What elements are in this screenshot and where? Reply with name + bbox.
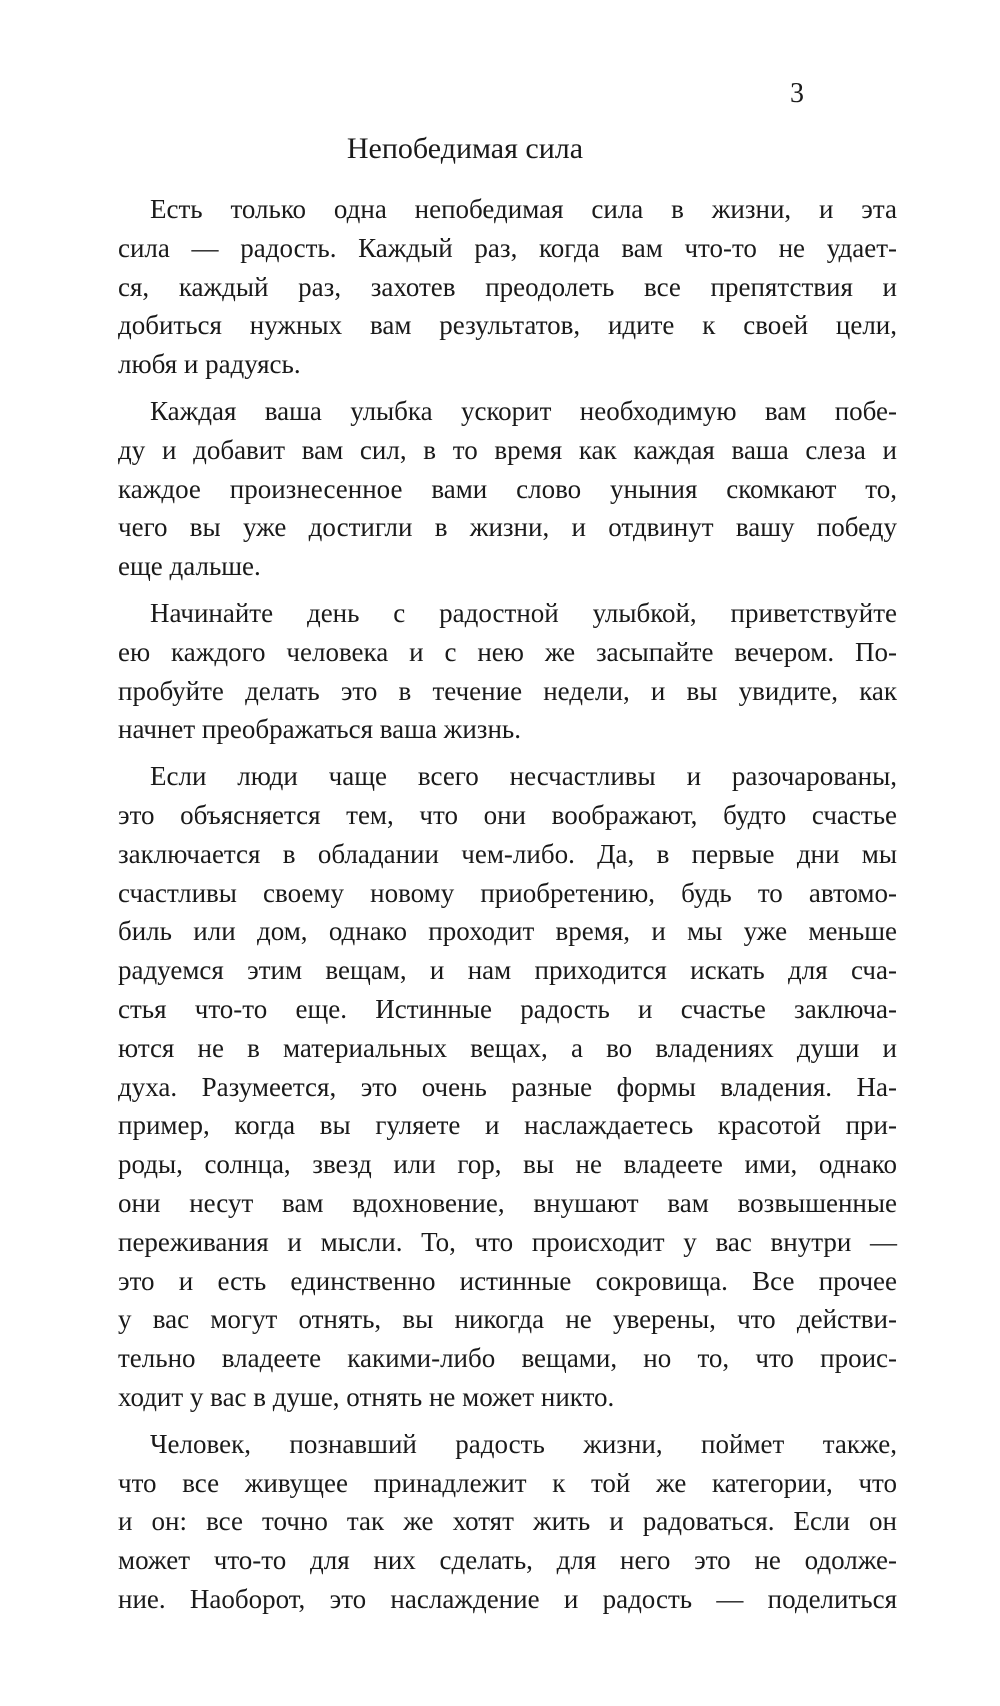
text-line: ду и добавит вам сил, в то время как каждая ваша слеза и (118, 434, 897, 465)
paragraph (118, 594, 897, 749)
text-line: духа. Разумеется, это очень разные формы владения. На- (118, 1071, 897, 1102)
text-line: ся, каждый раз, захотев преодолеть все препятствия и (118, 271, 897, 302)
paragraph (118, 757, 897, 1417)
page-number: 3 (790, 78, 804, 109)
text-line: ходит у вас в душе, отнять не может никто. (118, 1381, 615, 1412)
text-line: и он: все точно так же хотят жить и радоваться. Если он (118, 1506, 897, 1537)
text-line: заключается в обладании чем-либо. Да, в первые дни мы (118, 838, 897, 869)
text-line: переживания и мысли. То, что происходит у вас внутри — (118, 1226, 897, 1257)
text-line: биль или дом, однако проходит время, и мы уже меньше (118, 916, 897, 947)
text-line: начнет преображаться ваша жизнь. (118, 714, 521, 745)
text-line: роды, солнца, звезд или гор, вы не владеете ими, однако (118, 1149, 897, 1180)
text-line: Начинайте день с радостной улыбкой, приветствуйте (150, 597, 897, 628)
text-line: счастливы своему новому приобретению, будь то автомо- (118, 877, 897, 908)
text-line: тельно владеете какими-либо вещами, но то, что проис- (118, 1343, 897, 1374)
text-line: добиться нужных вам результатов, идите к своей цели, (118, 310, 897, 341)
text-line: ею каждого человека и с нею же засыпайте вечером. По- (118, 636, 897, 667)
text-line: еще дальше. (118, 551, 261, 582)
text-line: ние. Наоборот, это наслаждение и радость — поделиться (118, 1583, 897, 1614)
paragraph (118, 392, 897, 586)
text-line: что все живущее принадлежит к той же категории, что (118, 1467, 897, 1498)
text-line: Если люди чаще всего несчастливы и разочарованы, (150, 761, 897, 792)
chapter-title: Непобедимая сила (346, 132, 584, 165)
text-line: Человек, познавший радость жизни, поймет также, (150, 1428, 897, 1459)
body-text (118, 190, 897, 1627)
paragraph (118, 1425, 897, 1619)
text-line: это объясняется тем, что они воображают, будто счастье (118, 799, 897, 830)
text-line: любя и радуясь. (118, 349, 301, 380)
paragraph (118, 190, 897, 384)
text-line: каждое произнесенное вами слово уныния скомкают то, (118, 473, 897, 504)
text-line: сила — радость. Каждый раз, когда вам что-то не удает- (118, 232, 897, 263)
text-line: стья что-то еще. Истинные радость и счастье заключа- (118, 993, 897, 1024)
text-line: это и есть единственно истинные сокровища. Все прочее (118, 1265, 897, 1296)
text-line: Каждая ваша улыбка ускорит необходимую вам побе- (150, 395, 897, 426)
text-line: чего вы уже достигли в жизни, и отдвинут вашу победу (118, 512, 897, 543)
text-line: пример, когда вы гуляете и наслаждаетесь красотой при- (118, 1110, 897, 1141)
text-line: ются не в материальных вещах, а во владениях души и (118, 1032, 897, 1063)
text-line: пробуйте делать это в течение недели, и вы увидите, как (118, 675, 897, 706)
text-line: они несут вам вдохновение, внушают вам возвышенные (118, 1187, 897, 1218)
text-line: Есть только одна непобедимая сила в жизни, и эта (150, 194, 897, 224)
text-line: у вас могут отнять, вы никогда не уверены, что действи- (118, 1304, 897, 1335)
text-line: может что-то для них сделать, для него это не одолже- (118, 1545, 897, 1576)
text-line: радуемся этим вещам, и нам приходится искать для сча- (118, 955, 897, 986)
